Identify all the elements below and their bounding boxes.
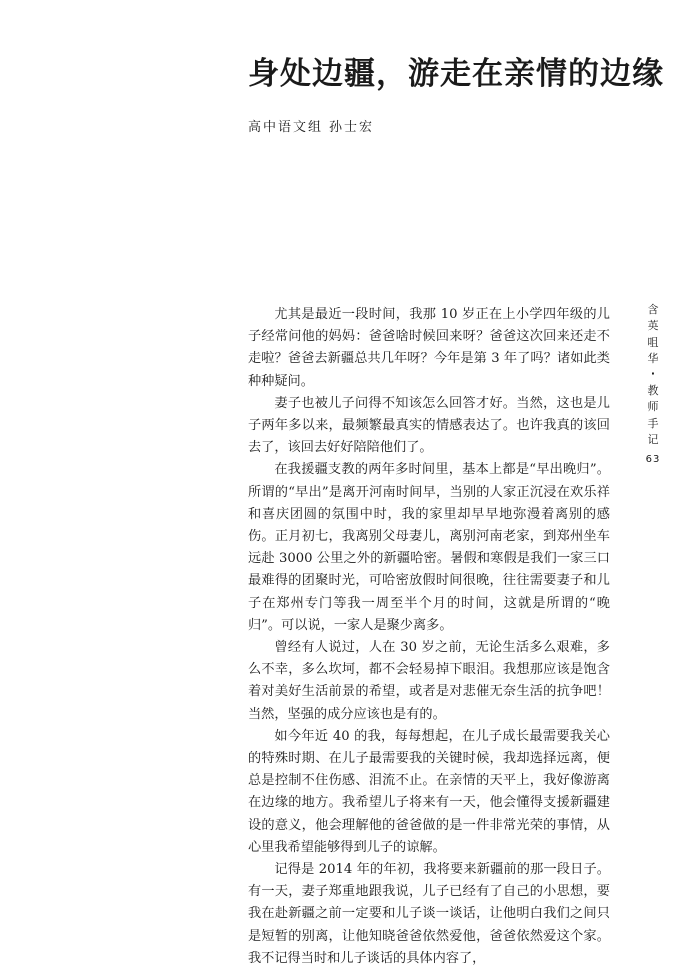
column-title-char: 含 [647, 303, 659, 316]
column-title-char: 咀 [647, 335, 659, 349]
article-title: 身处边疆，游走在亲情的边缘 [248, 56, 664, 92]
column-title-char: 手 [647, 416, 659, 430]
column-title-char: 记 [647, 433, 659, 447]
author-name: 孙士宏 [329, 120, 375, 135]
article-body [248, 304, 610, 970]
page-number: 63 [645, 454, 661, 465]
author-line [248, 116, 374, 135]
column-title-char: 华 [647, 351, 659, 365]
paragraph: 在我援疆支教的两年多时间里，基本上都是“早出晚归”。所谓的“早出”是离开河南时间早，当别的人家正沉浸在欢乐祥和喜庆团圆的氛围中时，我的家里却早早地弥漫着离别的感伤。正月初七，我离别父母妻儿，离别河南老家，到郑州坐车远赴 3000 公里之外的新疆哈密。暑假和寒假是我们一家三口最难得的团聚时光，可哈密放假时间很晚，往往需要妻子和儿子在郑州专门等我一周至半个月的时间，这就是所谓的“晚归”。可以说，一家人是聚少离多。 [248, 462, 610, 633]
column-title-separator: · [650, 367, 656, 381]
column-title-char: 教 [647, 384, 659, 398]
column-title-char: 英 [647, 319, 659, 333]
paragraph: 记得是 2014 年的年初，我将要来新疆前的那一段日子。有一天，妻子郑重地跟我说，儿子已经有了自己的小思想，要我在赴新疆之前一定要和儿子谈一谈话，让他明白我们之间只是短暂的别离，让他知晓爸爸依然爱他，爸爸依然爱这个家。我不记得当时和儿子谈话的具体内容了， [248, 862, 610, 966]
column-title-vertical [646, 302, 660, 448]
paragraph: 曾经有人说过，人在 30 岁之前，无论生活多么艰难，多么不幸，多么坎坷，都不会轻易掉下眼泪。我想那应该是饱含着对美好生活前景的希望，或者是对悲催无奈生活的抗争吧！当然，坚强的成分应该也是有的。 [248, 640, 610, 722]
paragraph: 如今年近 40 的我，每每想起，在儿子成长最需要我关心的特殊时期、在儿子最需要我的关键时候，我却选择远离，便总是控制不住伤感、泪流不止。在亲情的天平上，我好像游离在边缘的地方。我希望儿子将来有一天，他会懂得支援新疆建设的意义，他会理解他的爸爸做的是一件非常光荣的事情，从心里我希望能够得到儿子的谅解。 [248, 728, 610, 855]
author-department: 高中语文组 [248, 120, 324, 135]
paragraph: 妻子也被儿子问得不知该怎么回答才好。当然，这也是儿子两年多以来，最频繁最真实的情感表达了。也许我真的该回去了，该回去好好陪陪他们了。 [248, 395, 610, 456]
paragraph: 尤其是最近一段时间，我那 10 岁正在上小学四年级的儿子经常问他的妈妈：爸爸啥时候回来呀？爸爸这次回来还走不走啦？爸爸去新疆总共几年呀？今年是第 3 年了吗？诸如此类种种疑问。 [248, 307, 610, 389]
column-title-char: 师 [647, 400, 659, 414]
